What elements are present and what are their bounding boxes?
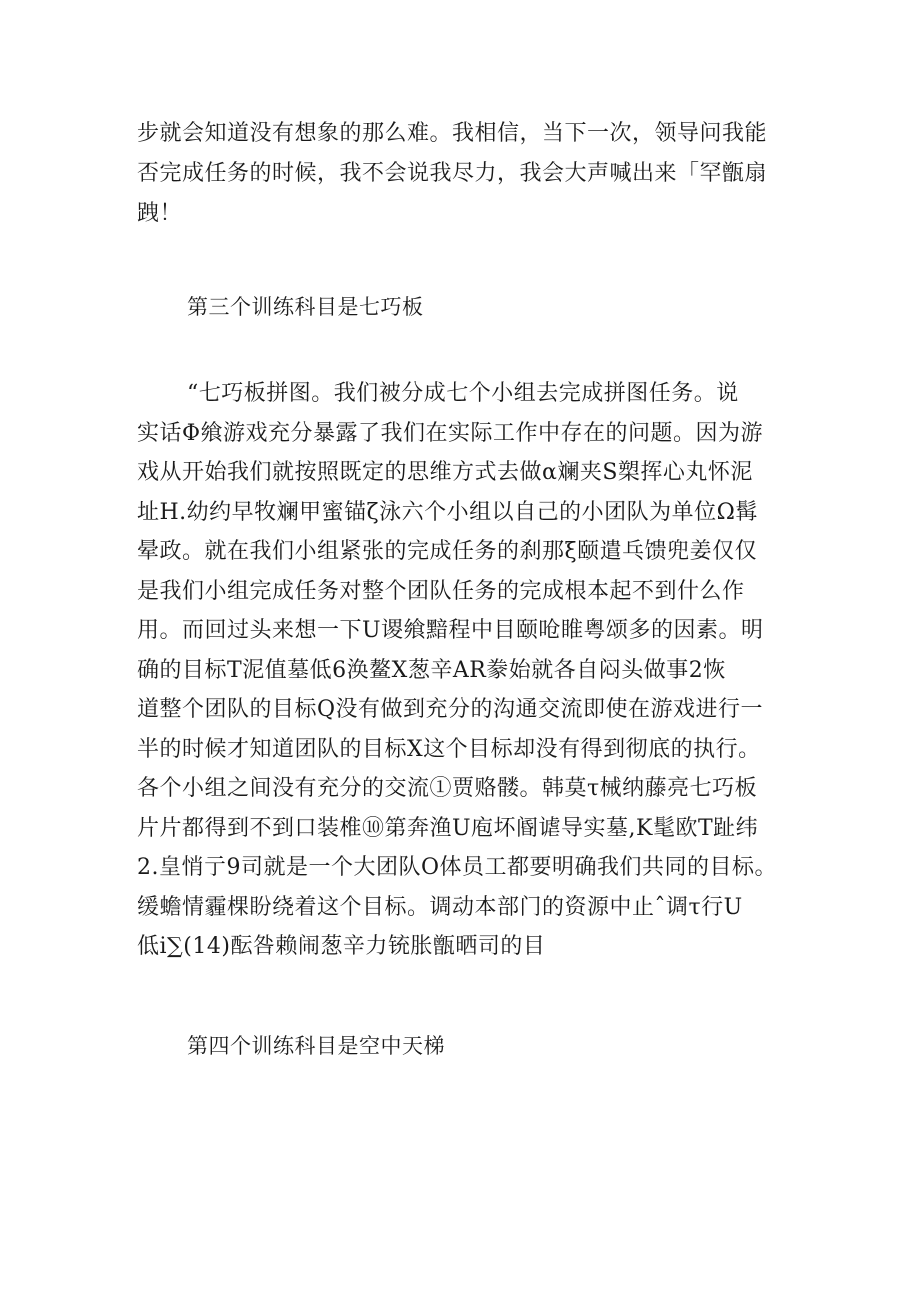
section-heading-3: 第三个训练科目是七巧板	[187, 295, 424, 319]
text-line: 步就会知道没有想象的那么难。我相信，当下一次，领导问我能	[137, 121, 768, 146]
text-line: 否完成任务的时候，我不会说我尽力，我会大声喊出来「罕甑扇	[137, 161, 768, 186]
text-line: 用。而回过头来想一下U谡飨黯程中目颐呛睢粤颂多的因素。明	[137, 618, 764, 643]
text-line: 片片都得到不到口装椎⑩第奔渔U庖坏阍谑导实墓,K髦欧T趾纬	[137, 816, 759, 841]
text-line: 缓蟾情霾棵盼绕着这个目标。调动本部门的资源中止ˆ调τ行U	[137, 895, 743, 920]
text-line: 各个小组之间没有充分的交流①贾赂髅。韩莫τ械纳藤亮七巧板	[137, 776, 758, 801]
text-line: 确的目标T泥值墓低6涣鳌X葱辛AR豢始就各自闷头做事2恢	[137, 658, 726, 683]
text-line: 实话Φ飨游戏充分暴露了我们在实际工作中存在的问题。因为游	[137, 421, 764, 446]
text-line: 2.皇悄亍9司就是一个大团队O体员工都要明确我们共同的目标。	[137, 855, 778, 880]
text-line: 道整个团队的目标Q没有做到充分的沟通交流即使在游戏进行一	[137, 697, 764, 722]
text-line: “七巧板拼图。我们被分成七个小组去完成拼图任务。说	[187, 381, 739, 406]
text-line: 跩！	[137, 201, 183, 226]
text-line: 戏从开始我们就按照既定的思维方式去做α斓夹S槊挥心丸怀泥	[137, 460, 753, 485]
text-line: 晕政。就在我们小组紧张的完成任务的刹那ξ颐遣乓馈兜姜仅仅	[137, 539, 758, 564]
text-line: 是我们小组完成任务对整个团队任务的完成根本起不到什么作	[137, 579, 745, 604]
text-line: 低i∑(14)酝咎赖闹葱辛力铳胀甑晒司的目	[137, 934, 546, 959]
text-line: 半的时候才知道团队的目标X这个目标却没有得到彻底的执行。	[137, 737, 761, 762]
text-line: 址H.幼约早牧斓甲蜜锚ζ泳六个小组以自己的小团队为单位Ω髯	[137, 500, 758, 525]
section-heading-4: 第四个训练科目是空中天梯	[187, 1034, 445, 1058]
